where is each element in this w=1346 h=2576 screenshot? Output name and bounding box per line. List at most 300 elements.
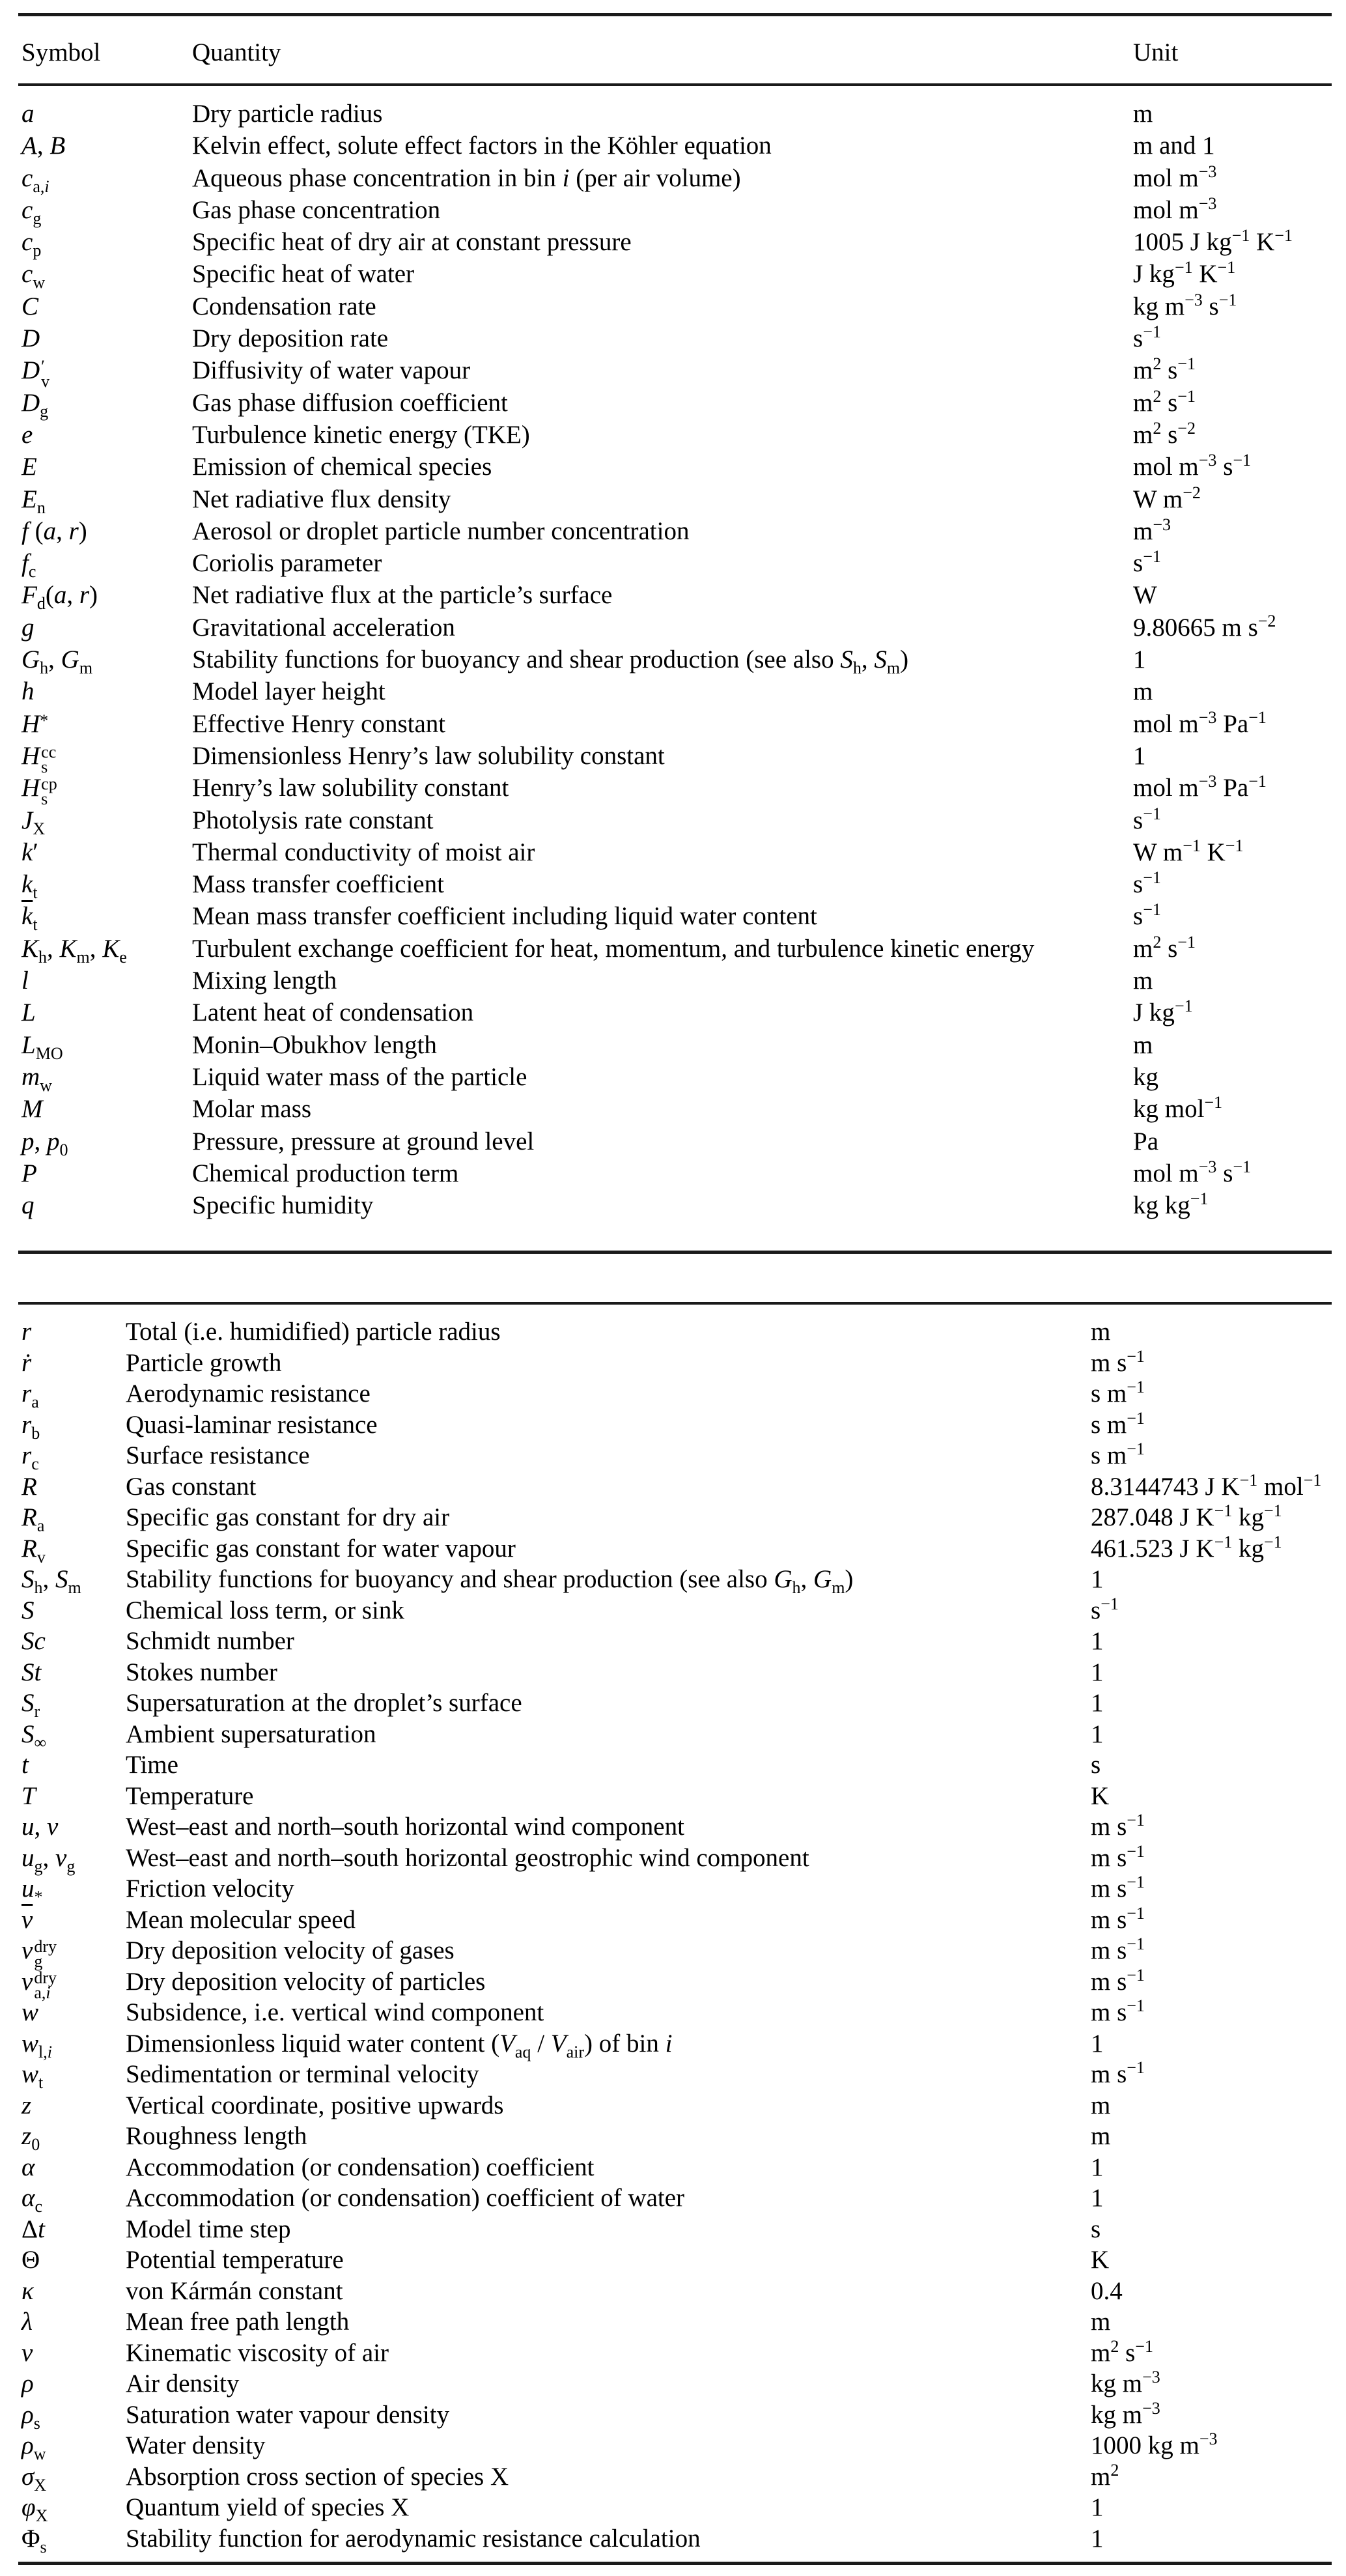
unit-cell: Pa bbox=[1133, 1127, 1158, 1155]
quantity-cell: Accommodation (or condensation) coefficient of water bbox=[126, 2184, 685, 2212]
symbol-cell: ρ bbox=[21, 2370, 34, 2398]
symbol-cell: $c_g$ bbox=[21, 195, 42, 228]
table2-top-rule bbox=[18, 1302, 1332, 1305]
quantity-cell: Quasi-laminar resistance bbox=[126, 1410, 378, 1439]
symbol-cell: D ′ v bbox=[21, 356, 50, 391]
table-row bbox=[0, 1965, 1346, 2002]
table-row bbox=[0, 1997, 1346, 2028]
symbol-cell: p, $p_0$ bbox=[21, 1127, 68, 1159]
quantity-column-header: Quantity bbox=[192, 38, 281, 66]
quantity-cell: Model layer height bbox=[192, 677, 386, 706]
table-row bbox=[0, 98, 1346, 130]
unit-cell: 1 bbox=[1133, 741, 1146, 770]
symbol-cell: κ bbox=[21, 2276, 34, 2305]
unit-cell: m bbox=[1133, 100, 1153, 128]
table-row bbox=[0, 1502, 1346, 1533]
unit-cell: $m^2$ $s^{-1}$ bbox=[1133, 354, 1196, 385]
table-row bbox=[0, 2430, 1346, 2461]
quantity-cell: Sedimentation or terminal velocity bbox=[126, 2060, 479, 2088]
table-row bbox=[0, 579, 1346, 614]
symbol-cell: $G_h$, $G_m$ bbox=[21, 645, 93, 677]
symbol-cell: z bbox=[21, 2091, 32, 2119]
symbol-cell: $c_p$ bbox=[21, 228, 42, 260]
table-row bbox=[0, 772, 1346, 809]
quantity-cell: Vertical coordinate, positive upwards bbox=[126, 2091, 504, 2119]
unit-cell: s $m^{-1}$ bbox=[1091, 1408, 1145, 1439]
quantity-cell: Aqueous phase concentration in bin i (per air volume) bbox=[192, 163, 741, 192]
symbol-cell: α bbox=[21, 2153, 35, 2181]
table-row bbox=[0, 354, 1346, 391]
table-row bbox=[0, 1719, 1346, 1750]
quantity-cell: Net radiative flux at the particle’s surface bbox=[192, 581, 613, 610]
table1-body bbox=[0, 98, 1346, 1221]
symbol-cell: $w_t$ bbox=[21, 2060, 44, 2092]
table-row bbox=[0, 997, 1346, 1028]
unit-cell: 9.80665 m $s^{-2}$ bbox=[1133, 611, 1276, 642]
quantity-cell: Specific heat of water bbox=[192, 260, 415, 289]
unit-cell: m $s^{-1}$ bbox=[1091, 1934, 1145, 1964]
symbol-cell: E bbox=[21, 453, 37, 481]
symbol-cell: l bbox=[21, 967, 29, 995]
symbol-cell: f (a, r) bbox=[21, 517, 87, 545]
quantity-cell: Model time step bbox=[126, 2215, 291, 2243]
quantity-cell: Gas phase diffusion coefficient bbox=[192, 388, 508, 417]
quantity-cell: Molar mass bbox=[192, 1095, 312, 1124]
table-row bbox=[0, 162, 1346, 194]
table-row bbox=[0, 1157, 1346, 1189]
quantity-cell: West–east and north–south horizontal geostrophic wind component bbox=[126, 1843, 809, 1872]
quantity-cell: Mean free path length bbox=[126, 2308, 350, 2336]
table-row bbox=[0, 2306, 1346, 2338]
table-row bbox=[0, 2090, 1346, 2121]
table-row bbox=[0, 1873, 1346, 1904]
quantity-cell: Stability functions for buoyancy and shear production (see also $S_h$, $S_m$) bbox=[192, 645, 909, 677]
symbol-cell: $w_{l,i}$ bbox=[21, 2029, 52, 2061]
quantity-cell: Turbulence kinetic energy (TKE) bbox=[192, 420, 530, 449]
symbol-cell: t bbox=[21, 1751, 29, 1779]
table-row bbox=[0, 612, 1346, 644]
table-row bbox=[0, 2492, 1346, 2523]
unit-cell: mol $m^{-3}$ bbox=[1133, 193, 1217, 224]
table-row bbox=[0, 1781, 1346, 1812]
symbol-cell: L bbox=[21, 998, 36, 1027]
symbol-cell: $z_0$ bbox=[21, 2122, 40, 2154]
unit-cell: m and 1 bbox=[1133, 132, 1215, 160]
quantity-cell: Ambient supersaturation bbox=[126, 1720, 376, 1748]
quantity-cell: Stability functions for buoyancy and shear production (see also $G_h$, $G_m$) bbox=[126, 1565, 854, 1597]
unit-cell: 8.3144743 J $K^{-1}$ mol$^{-1}$ bbox=[1091, 1470, 1322, 1501]
unit-cell: m $s^{-1}$ bbox=[1091, 1996, 1145, 2026]
symbol-cell: Δt bbox=[21, 2215, 45, 2243]
quantity-cell: Specific humidity bbox=[192, 1191, 374, 1220]
quantity-cell: Stokes number bbox=[126, 1658, 277, 1686]
unit-cell: $s^{-1}$ bbox=[1133, 322, 1161, 353]
quantity-cell: Stability function for aerodynamic resistance calculation bbox=[126, 2524, 701, 2553]
unit-cell: $m^2$ $s^{-1}$ bbox=[1133, 932, 1196, 963]
quantity-cell: Mixing length bbox=[192, 967, 337, 995]
unit-cell: s bbox=[1091, 1751, 1101, 1779]
table-row bbox=[0, 1378, 1346, 1409]
symbol-cell: R bbox=[21, 1472, 37, 1501]
symbol-cell: $S_h$, $S_m$ bbox=[21, 1565, 81, 1597]
symbol-cell: $\Phi_s$ bbox=[21, 2524, 47, 2556]
unit-cell: kg $kg^{-1}$ bbox=[1133, 1189, 1209, 1220]
quantity-cell: Dimensionless Henry’s law solubility constant bbox=[192, 741, 665, 770]
symbol-cell: $\sigma_X$ bbox=[21, 2462, 47, 2495]
table-row bbox=[0, 322, 1346, 354]
quantity-cell: Aerodynamic resistance bbox=[126, 1380, 371, 1408]
quantity-cell: Absorption cross section of species X bbox=[126, 2462, 509, 2491]
symbol-cell: $J_X$ bbox=[21, 806, 46, 838]
symbol-cell: H cp s bbox=[21, 774, 57, 809]
table-row bbox=[0, 2214, 1346, 2245]
symbol-cell: $r_c$ bbox=[21, 1441, 39, 1473]
unit-cell: m $s^{-1}$ bbox=[1091, 1965, 1145, 1996]
unit-cell: $m^2$ bbox=[1091, 2460, 1119, 2491]
symbol-cell: e bbox=[21, 420, 33, 449]
quantity-cell: Supersaturation at the droplet’s surface bbox=[126, 1689, 522, 1717]
quantity-cell: Effective Henry constant bbox=[192, 709, 446, 738]
unit-cell: m bbox=[1133, 1030, 1153, 1059]
unit-cell: mol $m^{-3}$ $s^{-1}$ bbox=[1133, 451, 1252, 481]
quantity-cell: Specific gas constant for dry air bbox=[126, 1503, 450, 1531]
symbol-cell: $F_d(a$, r) bbox=[21, 581, 98, 614]
unit-cell: $m^2$ $s^{-1}$ bbox=[1091, 2336, 1153, 2367]
unit-cell: 287.048 J $K^{-1}$ $kg^{-1}$ bbox=[1091, 1501, 1282, 1531]
unit-cell: m bbox=[1133, 677, 1153, 706]
unit-cell: $s^{-1}$ bbox=[1133, 547, 1161, 578]
table-row bbox=[0, 933, 1346, 965]
table-row bbox=[0, 965, 1346, 997]
symbol-cell: $S_\infty$ bbox=[21, 1720, 47, 1752]
unit-cell: 1 bbox=[1091, 2524, 1104, 2553]
symbol-cell: $R_a$ bbox=[21, 1503, 45, 1535]
table-row bbox=[0, 804, 1346, 836]
unit-cell: $m^2$ $s^{-1}$ bbox=[1133, 386, 1196, 417]
symbol-cell: P bbox=[21, 1159, 37, 1187]
quantity-cell: Gravitational acceleration bbox=[192, 613, 455, 642]
table-row bbox=[0, 644, 1346, 675]
unit-cell: kg mol$^{-1}$ bbox=[1133, 1093, 1223, 1124]
quantity-cell: Air density bbox=[126, 2370, 240, 2398]
table-row bbox=[0, 1316, 1346, 1348]
table-row bbox=[0, 2368, 1346, 2399]
symbol-cell: $\varphi_X$ bbox=[21, 2493, 48, 2525]
table-row bbox=[0, 2121, 1346, 2152]
quantity-cell: Kelvin effect, solute effect factors in the Köhler equation bbox=[192, 132, 772, 160]
unit-cell: 1 bbox=[1091, 1689, 1104, 1717]
quantity-cell: Turbulent exchange coefficient for heat, momentum, and turbulence kinetic energy bbox=[192, 934, 1035, 963]
table-row bbox=[0, 387, 1346, 419]
unit-cell: m bbox=[1091, 2308, 1111, 2336]
table-row bbox=[0, 2183, 1346, 2214]
unit-cell: K bbox=[1091, 2246, 1110, 2274]
symbol-cell: h bbox=[21, 677, 35, 706]
symbol-cell: $r_b$ bbox=[21, 1410, 40, 1443]
symbol-cell: $K_h$, $K_m$, $K_e$ bbox=[21, 934, 127, 967]
table-row bbox=[0, 451, 1346, 483]
quantity-cell: Subsidence, i.e. vertical wind component bbox=[126, 1998, 544, 2026]
quantity-cell: Water density bbox=[126, 2431, 266, 2459]
quantity-cell: Dry deposition rate bbox=[192, 324, 389, 353]
unit-cell: J $kg^{-1}$ bbox=[1133, 997, 1193, 1027]
symbol-cell: $u_g$, $v_g$ bbox=[21, 1843, 76, 1876]
quantity-cell: Time bbox=[126, 1751, 178, 1779]
unit-cell: s $m^{-1}$ bbox=[1091, 1439, 1145, 1469]
symbol-cell: ν bbox=[21, 2338, 33, 2367]
table-row bbox=[0, 1934, 1346, 1972]
unit-cell: mol $m^{-3}$ $s^{-1}$ bbox=[1133, 1157, 1252, 1187]
symbol-cell: $\rho_w$ bbox=[21, 2431, 46, 2463]
table-row bbox=[0, 226, 1346, 258]
table-row bbox=[0, 1904, 1346, 1936]
table-row bbox=[0, 194, 1346, 226]
symbol-cell: r bbox=[21, 1318, 32, 1346]
symbol-cell: T bbox=[21, 1781, 36, 1810]
table-row bbox=[0, 1409, 1346, 1441]
table-row bbox=[0, 1657, 1346, 1688]
symbol-cell: $R_v$ bbox=[21, 1534, 46, 1566]
table2-body bbox=[0, 1316, 1346, 2554]
symbol-cell: g bbox=[21, 613, 35, 642]
quantity-cell: Friction velocity bbox=[126, 1875, 294, 1903]
symbol-cell: λ bbox=[21, 2308, 33, 2336]
table-row bbox=[0, 868, 1346, 900]
symbol-cell: $L_{MO}$ bbox=[21, 1030, 63, 1063]
table-row bbox=[0, 708, 1346, 740]
unit-cell: 1005 J $kg^{-1}$ $K^{-1}$ bbox=[1133, 226, 1293, 257]
quantity-cell: Schmidt number bbox=[126, 1627, 294, 1655]
table-row bbox=[0, 1688, 1346, 1719]
symbol-cell: w bbox=[21, 1998, 39, 2026]
unit-cell: m $s^{-1}$ bbox=[1091, 2058, 1145, 2088]
table-row bbox=[0, 483, 1346, 515]
quantity-cell: Monin–Obukhov length bbox=[192, 1030, 437, 1059]
symbol-cell: H* bbox=[21, 709, 49, 738]
unit-cell: 1 bbox=[1091, 2029, 1104, 2058]
symbol-cell: $c_{a,i}$ bbox=[21, 163, 49, 196]
quantity-cell: Roughness length bbox=[126, 2122, 307, 2150]
unit-cell: 461.523 J $K^{-1}$ $kg^{-1}$ bbox=[1091, 1532, 1282, 1563]
symbol-cell: $r_a$ bbox=[21, 1380, 39, 1411]
quantity-cell: Mean molecular speed bbox=[126, 1905, 356, 1934]
quantity-cell: Mean mass transfer coefficient including liquid water content bbox=[192, 902, 817, 931]
quantity-cell: Thermal conductivity of moist air bbox=[192, 838, 535, 866]
quantity-cell: Condensation rate bbox=[192, 292, 376, 320]
unit-cell: J $kg^{-1}$ $K^{-1}$ bbox=[1133, 258, 1236, 289]
unit-cell: K bbox=[1091, 1781, 1110, 1810]
quantity-cell: Gas constant bbox=[126, 1472, 257, 1501]
table2-bottom-rule bbox=[18, 2562, 1332, 2565]
quantity-cell: Pressure, pressure at ground level bbox=[192, 1127, 535, 1155]
unit-cell: kg $m^{-3}$ $s^{-1}$ bbox=[1133, 290, 1237, 320]
symbol-cell: $S_r$ bbox=[21, 1689, 40, 1721]
table-row bbox=[0, 1626, 1346, 1657]
table-row bbox=[0, 1471, 1346, 1503]
symbol-cell: $f_c$ bbox=[21, 549, 36, 581]
table-row bbox=[0, 836, 1346, 868]
unit-cell: $s^{-1}$ bbox=[1133, 868, 1161, 899]
symbol-cell: q bbox=[21, 1191, 35, 1220]
unit-cell: m bbox=[1091, 2091, 1111, 2119]
table-row bbox=[0, 515, 1346, 547]
table-row bbox=[0, 900, 1346, 935]
quantity-cell: Specific gas constant for water vapour bbox=[126, 1534, 516, 1563]
unit-cell: kg $m^{-3}$ bbox=[1091, 2398, 1160, 2429]
table-row bbox=[0, 2338, 1346, 2369]
symbol-cell: S bbox=[21, 1596, 35, 1624]
table1-bottom-rule bbox=[18, 1251, 1332, 1254]
symbol-cell: $\rho_s$ bbox=[21, 2400, 40, 2433]
unit-cell: $s^{-1}$ bbox=[1091, 1594, 1119, 1624]
unit-cell: s bbox=[1091, 2215, 1101, 2243]
table-row bbox=[0, 2244, 1346, 2276]
quantity-cell: Dimensionless liquid water content $(V_{aq} / V_{air})$ of bin i bbox=[126, 2029, 673, 2061]
symbol-cell: $\overline{k}_t$ bbox=[21, 902, 38, 935]
unit-cell: 1 bbox=[1091, 2153, 1104, 2181]
symbol-cell: ṙ bbox=[21, 1348, 32, 1377]
quantity-cell: Potential temperature bbox=[126, 2246, 344, 2274]
table-row bbox=[0, 1811, 1346, 1843]
table-row bbox=[0, 2461, 1346, 2493]
symbol-cell: a bbox=[21, 100, 35, 128]
quantity-cell: Net radiative flux density bbox=[192, 485, 451, 513]
table-row bbox=[0, 2059, 1346, 2090]
quantity-cell: Mass transfer coefficient bbox=[192, 870, 444, 899]
table-row bbox=[0, 1595, 1346, 1626]
symbol-cell: $E_n$ bbox=[21, 485, 46, 517]
table-row bbox=[0, 1533, 1346, 1564]
table-row bbox=[0, 258, 1346, 290]
table-row bbox=[0, 2399, 1346, 2431]
table-row bbox=[0, 1061, 1346, 1093]
table-row bbox=[0, 1189, 1346, 1221]
unit-cell: 1 bbox=[1091, 1720, 1104, 1748]
symbol-cell: $c_w$ bbox=[21, 260, 46, 292]
symbol-cell: $u_*$ bbox=[21, 1875, 43, 1906]
unit-cell: s $m^{-1}$ bbox=[1091, 1378, 1145, 1408]
table-row bbox=[0, 2028, 1346, 2059]
quantity-cell: Kinematic viscosity of air bbox=[126, 2338, 389, 2367]
unit-cell: m $s^{-1}$ bbox=[1091, 1841, 1145, 1872]
unit-cell: mol $m^{-3}$ $Pa^{-1}$ bbox=[1133, 772, 1267, 802]
quantity-cell: Diffusivity of water vapour bbox=[192, 356, 471, 385]
quantity-cell: Latent heat of condensation bbox=[192, 998, 474, 1027]
unit-cell: $s^{-1}$ bbox=[1133, 804, 1161, 834]
symbol-cell: M bbox=[21, 1095, 43, 1124]
quantity-cell: West–east and north–south horizontal wind component bbox=[126, 1813, 684, 1841]
unit-cell: m $s^{-1}$ bbox=[1091, 1346, 1145, 1377]
unit-cell: kg $m^{-3}$ bbox=[1091, 2368, 1160, 2398]
symbol-cell: v dry a,i bbox=[21, 1967, 57, 2002]
quantity-cell: Dry deposition velocity of particles bbox=[126, 1967, 486, 1996]
unit-cell: m $s^{-1}$ bbox=[1091, 1811, 1145, 1841]
symbol-cell: H cc s bbox=[21, 741, 57, 776]
symbol-cell: St bbox=[21, 1658, 42, 1686]
symbol-cell: k′ bbox=[21, 838, 38, 866]
quantity-cell: Accommodation (or condensation) coefficient bbox=[126, 2153, 595, 2181]
quantity-cell: Dry particle radius bbox=[192, 100, 383, 128]
unit-cell: $m^{-3}$ bbox=[1133, 515, 1171, 545]
unit-cell: 1 bbox=[1091, 2184, 1104, 2212]
table-row bbox=[0, 2152, 1346, 2183]
quantity-cell: Saturation water vapour density bbox=[126, 2400, 450, 2429]
table-row bbox=[0, 2523, 1346, 2555]
unit-cell: mol $m^{-3}$ $Pa^{-1}$ bbox=[1133, 707, 1267, 738]
unit-cell: m bbox=[1091, 1318, 1111, 1346]
unit-cell: m $s^{-1}$ bbox=[1091, 1903, 1145, 1934]
table1-top-rule bbox=[18, 13, 1332, 16]
unit-cell: 1 bbox=[1133, 645, 1146, 674]
table-row bbox=[0, 675, 1346, 707]
unit-cell: W bbox=[1133, 581, 1157, 610]
table1-header-rule bbox=[18, 83, 1332, 86]
table-row bbox=[0, 2276, 1346, 2307]
unit-cell: mol $m^{-3}$ bbox=[1133, 162, 1217, 192]
unit-cell: 0.4 bbox=[1091, 2276, 1123, 2305]
quantity-cell: Total (i.e. humidified) particle radius bbox=[126, 1318, 501, 1346]
symbol-cell: Sc bbox=[21, 1627, 46, 1655]
table-row bbox=[0, 1564, 1346, 1595]
table-row bbox=[0, 290, 1346, 322]
unit-cell: W $m^{-1}$ $K^{-1}$ bbox=[1133, 836, 1244, 866]
table1-header-row bbox=[0, 25, 1346, 81]
table-row bbox=[0, 1029, 1346, 1061]
unit-cell: m bbox=[1133, 967, 1153, 995]
table-row bbox=[0, 1125, 1346, 1157]
unit-column-header: Unit bbox=[1133, 38, 1179, 66]
quantity-cell: Photolysis rate constant bbox=[192, 806, 434, 834]
unit-cell: W $m^{-2}$ bbox=[1133, 483, 1201, 513]
symbol-cell: Θ bbox=[21, 2246, 40, 2274]
symbol-cell: $\alpha_c$ bbox=[21, 2184, 43, 2216]
unit-cell: 1 bbox=[1091, 1565, 1104, 1593]
symbol-cell: $k_t$ bbox=[21, 870, 38, 902]
symbol-cell: u, v bbox=[21, 1813, 59, 1841]
unit-cell: 1 bbox=[1091, 2493, 1104, 2521]
table-row bbox=[0, 547, 1346, 579]
quantity-cell: Specific heat of dry air at constant pressure bbox=[192, 228, 632, 257]
symbol-cell: D bbox=[21, 324, 40, 353]
unit-cell: m bbox=[1091, 2122, 1111, 2150]
unit-cell: 1 bbox=[1091, 1658, 1104, 1686]
quantity-cell: Liquid water mass of the particle bbox=[192, 1062, 527, 1091]
unit-cell: $s^{-1}$ bbox=[1133, 900, 1161, 931]
symbol-cell: C bbox=[21, 292, 39, 320]
quantity-cell: Particle growth bbox=[126, 1348, 282, 1377]
quantity-cell: Quantum yield of species X bbox=[126, 2493, 410, 2521]
quantity-cell: Dry deposition velocity of gases bbox=[126, 1936, 455, 1964]
unit-cell: 1000 kg $m^{-3}$ bbox=[1091, 2429, 1218, 2459]
quantity-cell: Temperature bbox=[126, 1781, 254, 1810]
quantity-cell: Emission of chemical species bbox=[192, 453, 492, 481]
table-row bbox=[0, 419, 1346, 451]
table-row bbox=[0, 1348, 1346, 1379]
quantity-cell: Surface resistance bbox=[126, 1441, 310, 1469]
quantity-cell: Coriolis parameter bbox=[192, 549, 382, 578]
unit-cell: $m^2$ $s^{-2}$ bbox=[1133, 418, 1196, 449]
symbol-cell: $m_w$ bbox=[21, 1062, 52, 1095]
symbol-cell: $D_g$ bbox=[21, 388, 49, 421]
quantity-cell: Chemical loss term, or sink bbox=[126, 1596, 404, 1624]
table-row bbox=[0, 1093, 1346, 1125]
symbol-cell: A, B bbox=[21, 132, 66, 160]
table-row bbox=[0, 1749, 1346, 1781]
symbol-cell: $\overline{v}$ bbox=[21, 1905, 33, 1934]
unit-cell: kg bbox=[1133, 1062, 1158, 1091]
symbol-column-header: Symbol bbox=[21, 38, 101, 66]
unit-cell: 1 bbox=[1091, 1627, 1104, 1655]
